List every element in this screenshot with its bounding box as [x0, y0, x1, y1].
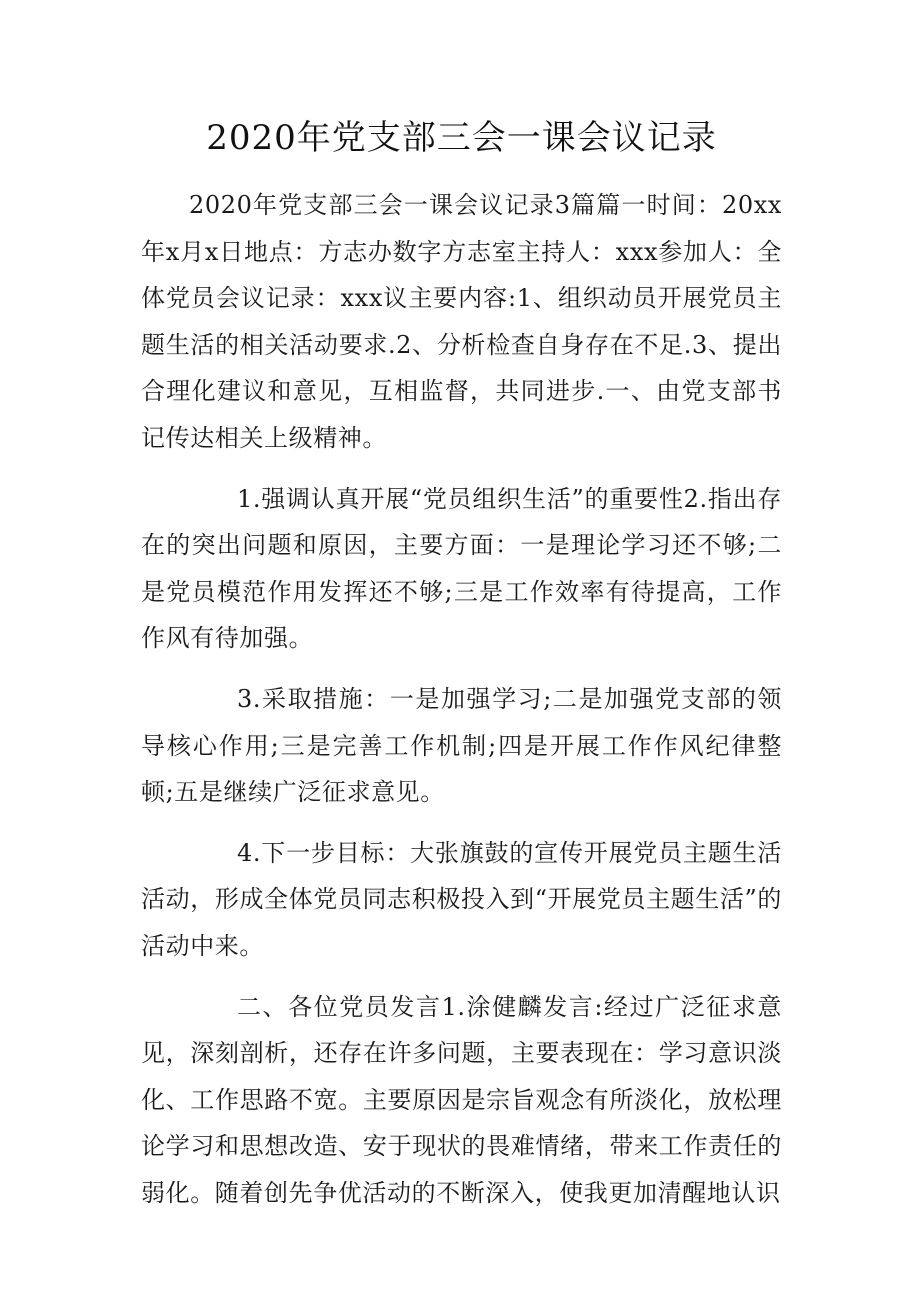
document-body — [141, 182, 782, 1216]
paragraph-member-speeches: 二、各位党员发言1.涂健麟发言:经过广泛征求意见，深刻剖析，还存在许多问题，主要表现在：学习意识淡化、工作思路不宽。主要原因是宗旨观念有所淡化，放松理论学习和思想改造、安于现状的畏难情绪，带来工作责任的弱化。随着创先争优活动的不断深入，使我更加清醒地认识 — [141, 992, 782, 1207]
paragraph-item-3: 3.采取措施：一是加强学习;二是加强党支部的领导核心作用;三是完善工作机制;四是开展工作作风纪律整顿;五是继续广泛征求意见。 — [141, 684, 782, 807]
paragraph-item-4: 4.下一步目标：大张旗鼓的宣传开展党员主题生活活动，形成全体党员同志积极投入到“开展党员主题生活”的活动中来。 — [141, 838, 782, 960]
paragraph-item-1-2: 1.强调认真开展“党员组织生活”的重要性2.指出存在的突出问题和原因，主要方面：一是理论学习还不够;二是党员模范作用发挥还不够;三是工作效率有待提高，工作作风有待加强。 — [141, 484, 782, 653]
paragraph-meeting-info: 2020年党支部三会一课会议记录3篇篇一时间：20xx年x月x日地点：方志办数字方志室主持人：xxx参加人：全体党员会议记录：xxx议主要内容:1、组织动员开展党员主题生活的相关活动要求.2、分析检查自身存在不足.3、提出合理化建议和意见，互相监督，共同进步.一、由党支部书记传达相关上级精神。 — [141, 191, 782, 452]
document-title: 2020年党支部三会一课会议记录 — [206, 118, 717, 158]
